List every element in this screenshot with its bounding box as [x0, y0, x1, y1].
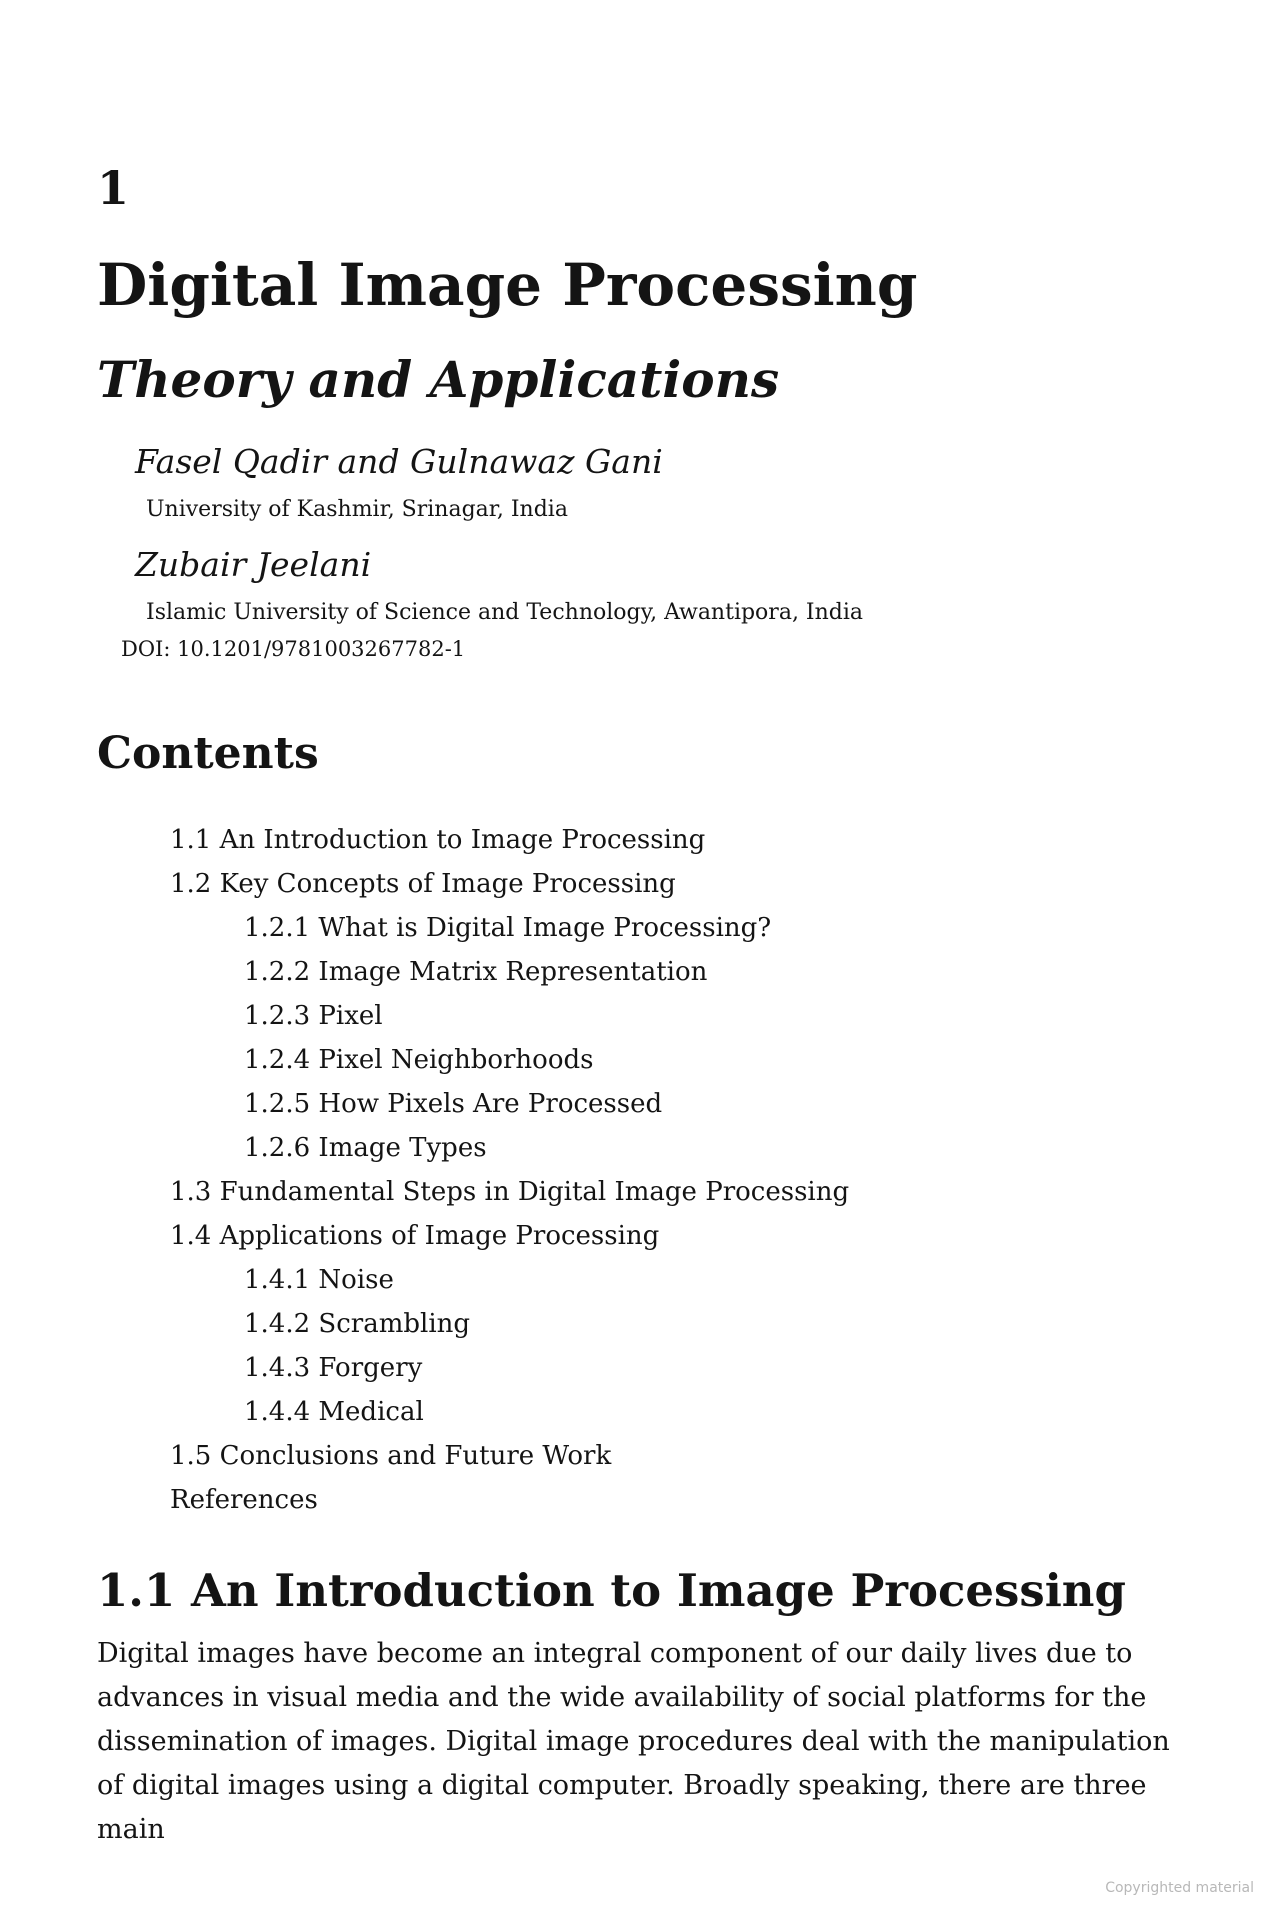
- table-of-contents: [0, 818, 1280, 1522]
- toc-item[interactable]: 1.2.6 Image Types: [244, 1133, 487, 1163]
- toc-item[interactable]: 1.4 Applications of Image Processing: [170, 1221, 660, 1251]
- toc-item[interactable]: 1.2.4 Pixel Neighborhoods: [244, 1045, 594, 1075]
- toc-item[interactable]: 1.2.3 Pixel: [244, 1001, 383, 1031]
- toc-item[interactable]: 1.1 An Introduction to Image Processing: [170, 825, 706, 855]
- toc-item[interactable]: 1.2.1 What is Digital Image Processing?: [244, 913, 772, 943]
- toc-item[interactable]: 1.4.4 Medical: [244, 1397, 424, 1427]
- author-names-2: Zubair Jeelani: [135, 545, 372, 584]
- chapter-title: Digital Image Processing: [97, 251, 918, 319]
- toc-item[interactable]: 1.4.1 Noise: [244, 1265, 394, 1295]
- author-affiliation-1: University of Kashmir, Srinagar, India: [146, 497, 568, 522]
- chapter-subtitle: Theory and Applications: [97, 350, 780, 409]
- toc-item[interactable]: 1.4.2 Scrambling: [244, 1309, 471, 1339]
- chapter-number: 1: [97, 161, 130, 215]
- doi-link[interactable]: DOI: 10.1201/9781003267782-1: [121, 637, 466, 661]
- toc-item[interactable]: 1.3 Fundamental Steps in Digital Image Processing: [170, 1177, 850, 1207]
- copyright-watermark: Copyrighted material: [1105, 1880, 1254, 1896]
- toc-item[interactable]: 1.2.5 How Pixels Are Processed: [244, 1089, 663, 1119]
- author-names-1: Fasel Qadir and Gulnawaz Gani: [135, 442, 663, 481]
- toc-item[interactable]: 1.5 Conclusions and Future Work: [170, 1441, 612, 1471]
- toc-item[interactable]: 1.2 Key Concepts of Image Processing: [170, 869, 676, 899]
- section-heading: 1.1 An Introduction to Image Processing: [97, 1564, 1126, 1617]
- toc-item[interactable]: 1.4.3 Forgery: [244, 1353, 423, 1383]
- body-paragraph: Digital images have become an integral component of our daily lives due to advances in visual media and the wide availability of social platforms for the dissemination of images. Digital image procedures deal with the manipulation of digital images using a digital computer. Broadly speaking, there are three main: [97, 1638, 1170, 1845]
- toc-item[interactable]: 1.2.2 Image Matrix Representation: [244, 957, 708, 987]
- contents-heading: Contents: [97, 728, 319, 779]
- author-affiliation-2: Islamic University of Science and Technology, Awantipora, India: [146, 600, 864, 625]
- toc-item[interactable]: References: [170, 1485, 318, 1515]
